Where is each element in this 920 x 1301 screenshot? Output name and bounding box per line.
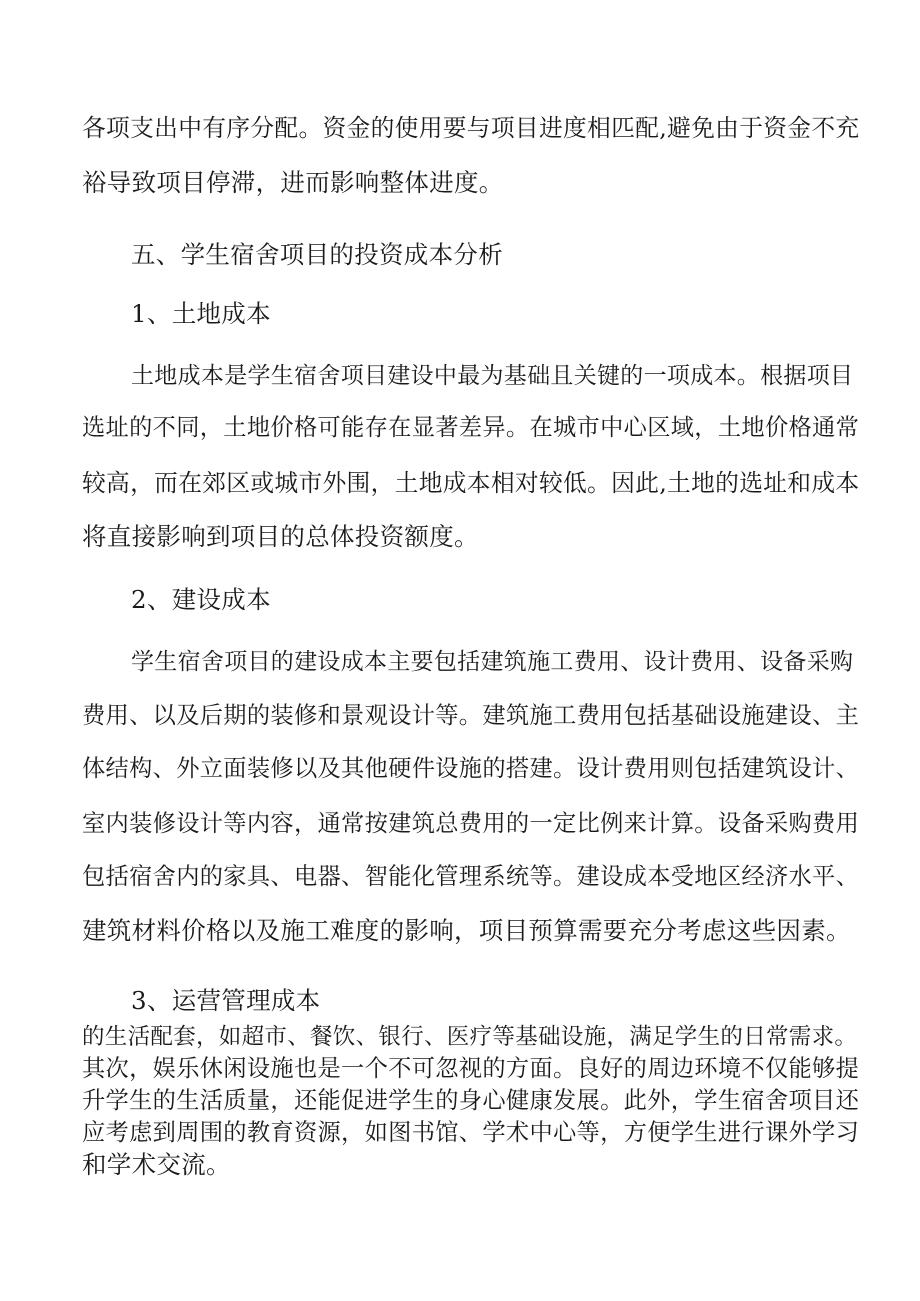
trailing-line-5: 和学术交流。 [82,1150,231,1179]
subsection-2-line-3: 体结构、外立面装修以及其他硬件设施的搭建。设计费用则包括建筑设计、 [82,755,860,782]
subsection-2-line-5: 包括宿舍内的家具、电器、智能化管理系统等。建设成本受地区经济水平、 [82,863,860,890]
intro-line-1: 各项支出中有序分配。资金的使用要与项目进度相匹配,避免由于资金不充 [82,114,860,142]
subsection-1-heading: 1、土地成本 [131,299,271,328]
trailing-line-4: 应考虑到周围的教育资源，如图书馆、学术中心等，方便学生进行课外学习 [82,1119,860,1146]
subsection-1-line-2: 选址的不同，土地价格可能存在显著差异。在城市中心区域，土地价格通常 [82,414,860,441]
trailing-line-3: 升学生的生活质量，还能促进学生的身心健康发展。此外，学生宿舍项目还 [82,1087,860,1114]
intro-line-2: 裕导致项目停滞，进而影响整体进度。 [82,168,504,197]
subsection-1-line-1: 土地成本是学生宿舍项目建设中最为基础且关键的一项成本。根据项目 [131,363,854,389]
subsection-2-line-1: 学生宿舍项目的建设成本主要包括建筑施工费用、设计费用、设备采购 [131,649,854,675]
subsection-2-line-4: 室内装修设计等内容，通常按建筑总费用的一定比例来计算。设备采购费用 [82,810,860,837]
subsection-2-heading: 2、建设成本 [131,585,271,614]
section-heading: 五、学生宿舍项目的投资成本分析 [131,240,503,269]
subsection-1-line-4: 将直接影响到项目的总体投资额度。 [82,522,479,551]
trailing-line-1: 的生活配套，如超市、餐饮、银行、医疗等基础设施，满足学生的日常需求。 [82,1024,858,1050]
subsection-2-line-6: 建筑材料价格以及施工难度的影响，项目预算需要充分考虑这些因素。 [82,916,851,945]
subsection-2-line-2: 费用、以及后期的装修和景观设计等。建筑施工费用包括基础设施建设、主 [82,702,860,729]
trailing-line-2: 其次，娱乐休闲设施也是一个不可忽视的方面。良好的周边环境不仅能够提 [82,1055,860,1082]
subsection-1-line-3: 较高，而在郊区或城市外围，土地成本相对较低。因此,土地的选址和成本 [82,469,860,497]
subsection-3-heading: 3、运营管理成本 [131,986,321,1015]
